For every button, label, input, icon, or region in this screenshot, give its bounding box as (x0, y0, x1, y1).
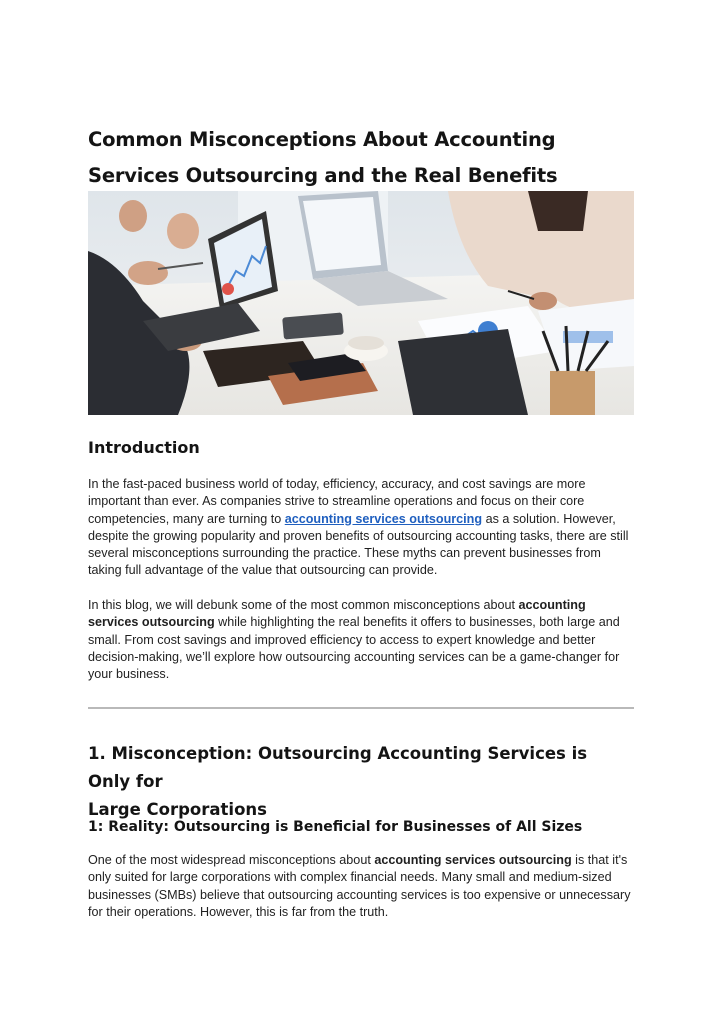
intro-p2-text-a: In this blog, we will debunk some of the most common misconceptions about (88, 598, 519, 612)
page-title (88, 122, 634, 194)
reality-1-heading: 1: Reality: Outsourcing is Beneficial for Businesses of All Sizes (88, 819, 583, 835)
reality-1-bold: accounting services outsourcing (374, 853, 572, 867)
reality-1-paragraph (88, 852, 634, 921)
intro-p2-bold: accounting services outsourcing (88, 598, 586, 630)
intro-paragraph-1 (88, 476, 634, 580)
intro-p1-text-b: as a solution. However, despite the growing popularity and proven benefits of outsourcing accounting tasks, there are still several misconceptions surrounding the practice. These myths can prevent businesses from taking full advantage of the value that outsourcing can provide. (88, 511, 629, 578)
section-1-heading-line-2: Large Corporations (88, 800, 267, 819)
title-line-2: Services Outsourcing and the Real Benefits (88, 164, 558, 187)
intro-p2-text-b: while highlighting the real benefits it offers to businesses, both large and small. From cost savings and improved efficiency to access to expert knowledge and better decision-making, we’ll explore how outsourcing accounting services can be a game-changer for your business. (88, 615, 620, 682)
section-1-heading (88, 740, 634, 824)
intro-paragraph-2 (88, 597, 634, 683)
accounting-outsourcing-link[interactable]: accounting services outsourcing (284, 511, 483, 526)
reality-1-text-b: is that it's only suited for large corporations with complex financial needs. Many small and medium-sized businesses (SMBs) believe that outsourcing accounting services is too expensive or unnecessary for their operations. However, this is far from the truth. (88, 853, 631, 919)
hero-photo-team-meeting (88, 191, 634, 415)
introduction-heading: Introduction (88, 438, 200, 457)
title-line-1: Common Misconceptions About Accounting (88, 128, 556, 151)
section-1-heading-line-1: 1. Misconception: Outsourcing Accounting Services is Only for (88, 744, 588, 791)
reality-1-text-a: One of the most widespread misconceptions about (88, 853, 375, 867)
intro-p1-text-a: In the fast-paced business world of today, efficiency, accuracy, and cost savings are more important than ever. As companies strive to streamline operations and focus on their core competencies, many are turning to (88, 477, 586, 526)
section-divider (88, 707, 634, 709)
